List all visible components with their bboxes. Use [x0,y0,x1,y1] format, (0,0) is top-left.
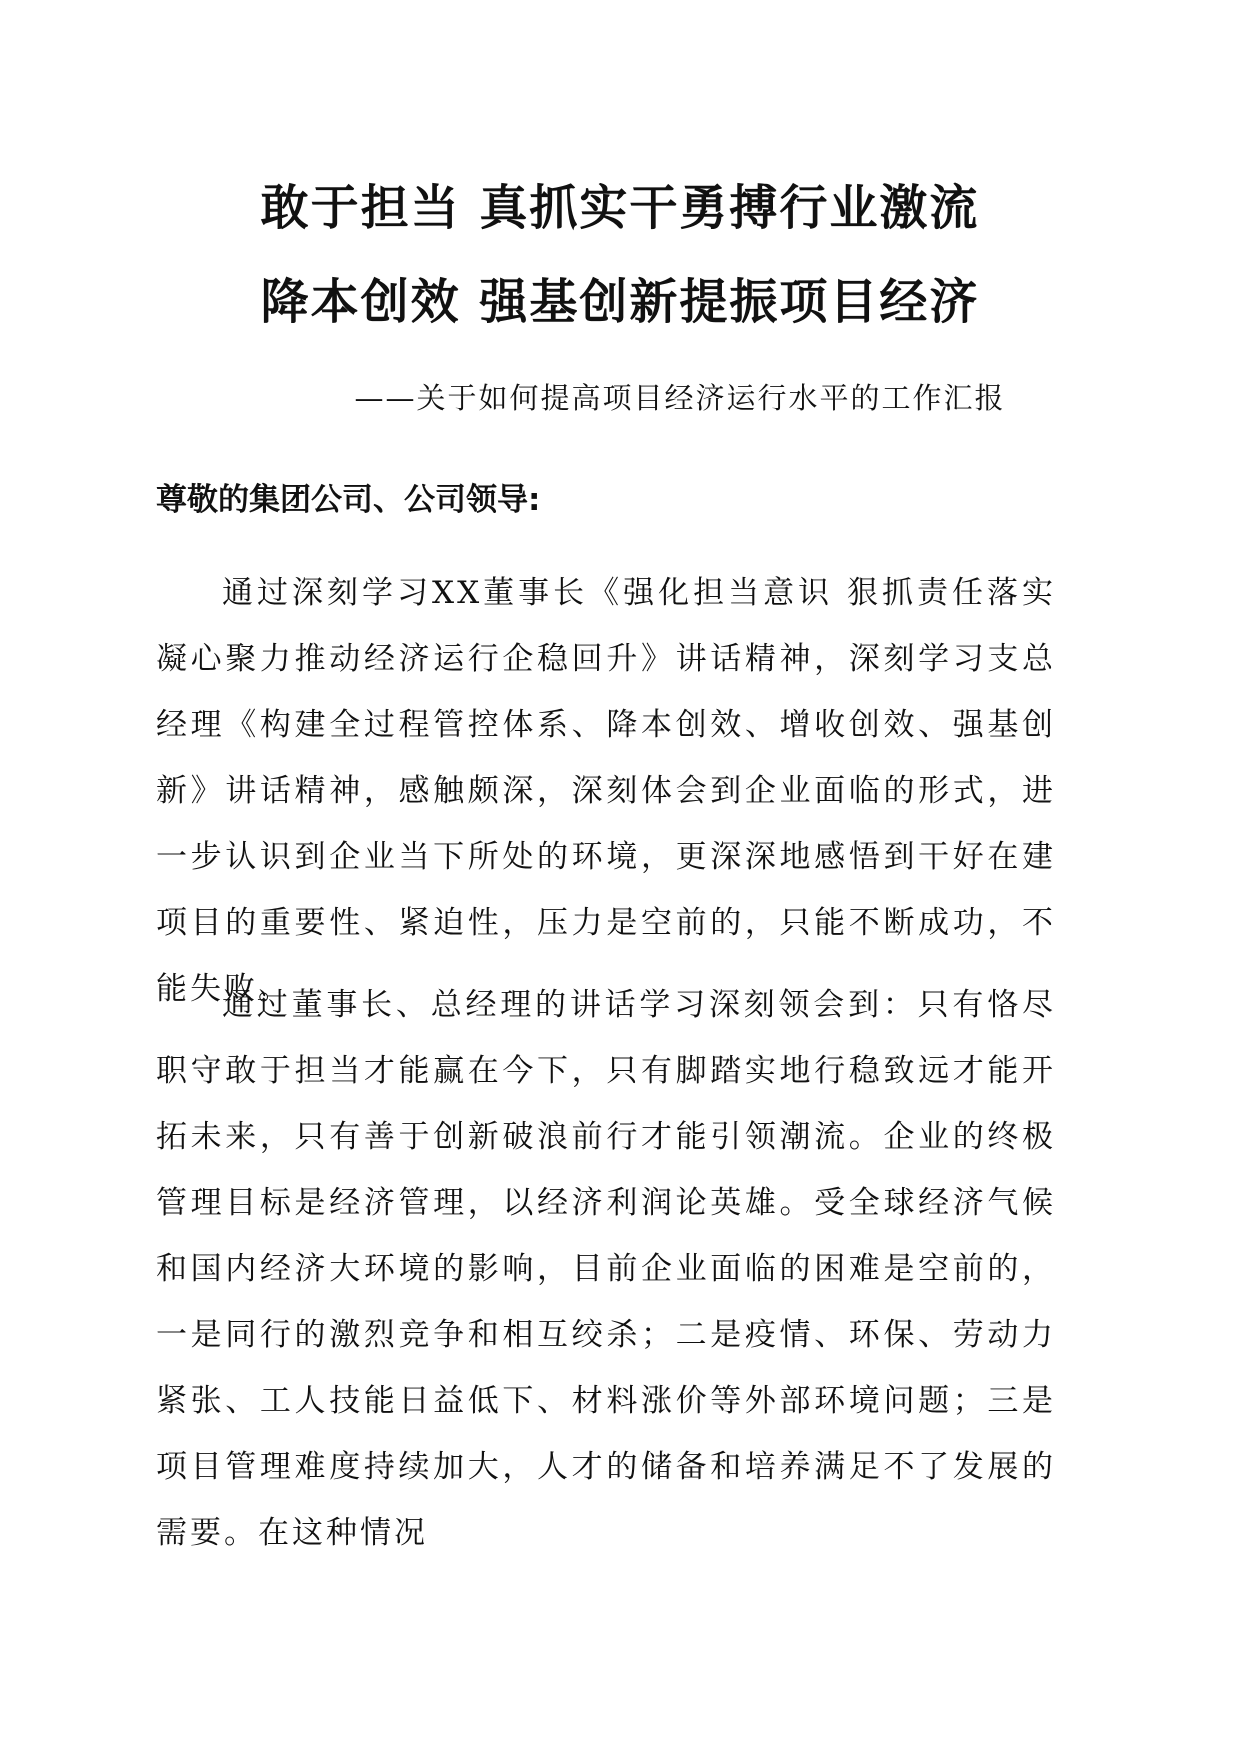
document-title-line-2: 降本创效 强基创新提振项目经济 [260,274,980,330]
body-paragraph-2: 通过董事长、总经理的讲话学习深刻领会到：只有恪尽职守敢于担当才能赢在今下，只有脚踏实地行稳致远才能开拓未来，只有善于创新破浪前行才能引领潮流。企业的终极管理目标是经济管理，以经济利润论英雄。受全球经济气候和国内经济大环境的影响，目前企业面临的困难是空前的，一是同行的激烈竞争和相互绞杀；二是疫情、环保、劳动力紧张、工人技能日益低下、材料涨价等外部环境问题；三是项目管理难度持续加大，人才的储备和培养满足不了发展的需要。在这种情况 [156,987,1056,1551]
salutation: 尊敬的集团公司、公司领导: [156,482,541,518]
document-subtitle: ——关于如何提高项目经济运行水平的工作汇报 [354,381,1006,415]
body-paragraph-1: 通过深刻学习XX董事长《强化担当意识 狠抓责任落实 凝心聚力推动经济运行企稳回升》讲话精神，深刻学习支总经理《构建全过程管控体系、降本创效、增收创效、强基创新》讲话精神，感触颇深，深刻体会到企业面临的形式，进一步认识到企业当下所处的环境，更深深地感悟到干好在建项目的重要性、紧迫性，压力是空前的，只能不断成功，不能失败。 [156,575,1056,1007]
document-title-line-1: 敢于担当 真抓实干勇搏行业激流 [260,180,980,236]
